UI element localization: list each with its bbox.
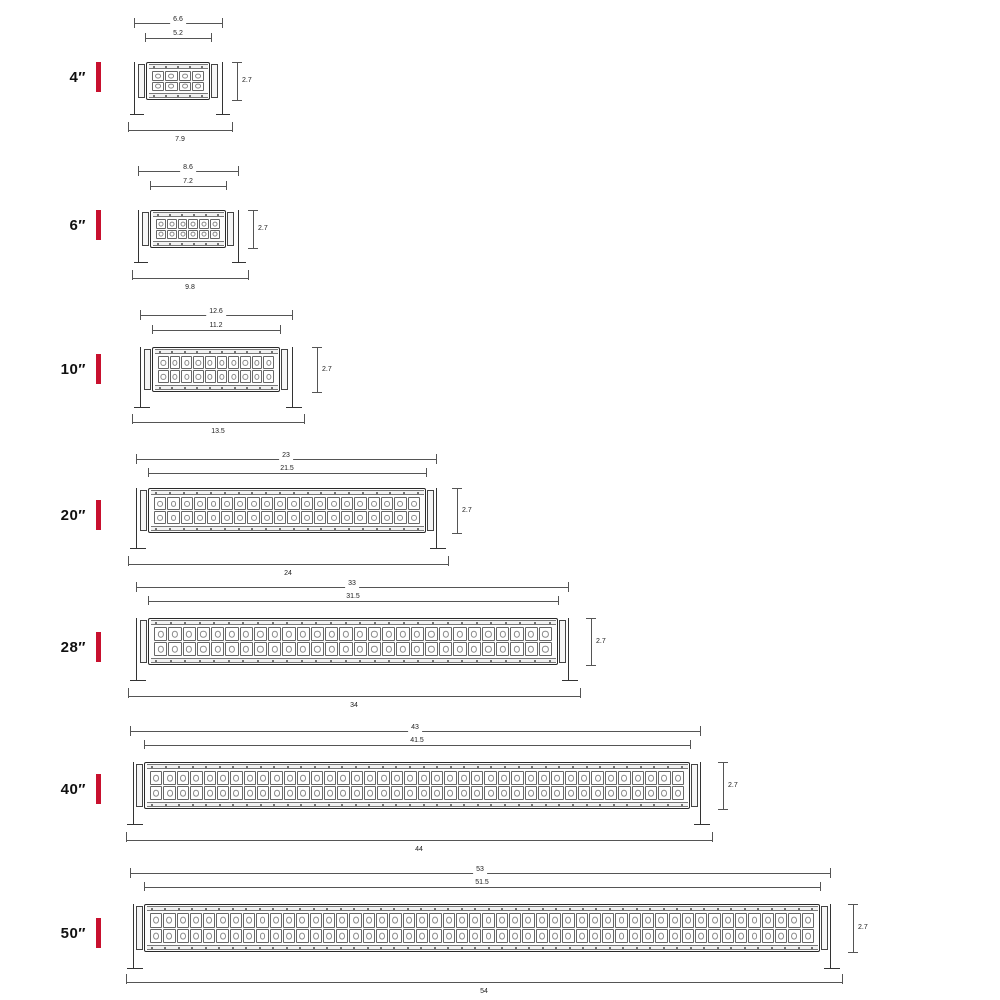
dim-overall-4in <box>134 18 222 28</box>
led-grid <box>156 219 220 239</box>
bracket-left-foot-28in <box>130 680 146 681</box>
lightbar-row-10in <box>0 292 1000 442</box>
bracket-right-foot-40in <box>694 824 710 825</box>
dim-housing-28in <box>148 593 558 605</box>
end-cap-left <box>138 64 145 98</box>
housing <box>146 62 210 100</box>
size-label-text: 28″ <box>60 638 86 656</box>
led-row <box>154 627 552 641</box>
led-grid <box>150 913 814 943</box>
dim-value: 2.7 <box>258 225 268 232</box>
dim-overall-50in <box>130 868 830 878</box>
end-cap-left <box>136 764 143 807</box>
led-grid <box>154 497 420 524</box>
size-label-6in <box>48 210 101 240</box>
dim-housing-20in <box>148 465 426 477</box>
lightbar-body-20in <box>148 488 426 533</box>
led-row <box>150 771 684 785</box>
lightbar-row-6in <box>0 148 1000 296</box>
housing-bottom-strip <box>151 526 424 531</box>
bracket-right-50in <box>830 904 831 968</box>
bracket-right-10in <box>292 347 293 407</box>
led <box>179 82 191 92</box>
led-row <box>152 82 204 92</box>
led <box>192 82 204 92</box>
dim-value: 21.5 <box>277 465 297 473</box>
dim-housing-10in <box>152 322 280 334</box>
lightbar-body-40in <box>144 762 690 809</box>
bracket-right-28in <box>568 618 569 680</box>
lightbar-row-40in <box>0 712 1000 858</box>
dim-value: 11.2 <box>206 322 225 330</box>
size-label-28in <box>48 632 101 662</box>
end-cap-left <box>144 349 151 390</box>
bracket-right-foot-28in <box>562 680 578 681</box>
housing <box>148 618 558 665</box>
bracket-right-6in <box>238 210 239 262</box>
housing-bottom-strip <box>151 658 556 663</box>
bracket-left-20in <box>136 488 137 548</box>
dim-value: 44 <box>412 846 426 854</box>
housing <box>152 347 280 392</box>
size-label-40in <box>48 774 101 804</box>
dim-value: 51.5 <box>472 879 492 887</box>
dim-overall-40in <box>130 726 700 736</box>
lightbar-row-4in <box>0 0 1000 148</box>
end-cap-right <box>691 764 698 807</box>
accent-bar-icon <box>96 354 101 384</box>
dim-value: 53 <box>473 866 487 874</box>
lightbar-body-4in <box>146 62 210 100</box>
bracket-right-foot-6in <box>232 262 246 263</box>
bracket-left-10in <box>140 347 141 407</box>
end-cap-right <box>281 349 288 390</box>
end-cap-left <box>136 906 143 950</box>
end-cap-left <box>140 620 147 663</box>
housing <box>150 210 226 248</box>
size-label-50in <box>48 918 101 948</box>
led-row <box>156 230 220 240</box>
dim-value: 2.7 <box>596 638 606 645</box>
lightbar-body-50in <box>144 904 820 952</box>
dim-value: 7.2 <box>180 178 196 186</box>
bracket-left-foot-10in <box>134 407 150 408</box>
end-cap-right <box>211 64 218 98</box>
dim-overall-20in <box>136 454 436 464</box>
bracket-right-foot-4in <box>216 114 230 115</box>
lightbar-body-10in <box>152 347 280 392</box>
housing <box>144 762 690 809</box>
lightbar-row-20in <box>0 440 1000 582</box>
led-row <box>154 642 552 656</box>
dim-housing-6in <box>150 178 226 190</box>
housing-top-strip <box>147 764 688 769</box>
dim-height-40in <box>718 762 738 809</box>
housing-bottom-strip <box>147 802 688 807</box>
led-grid <box>158 356 274 383</box>
bracket-left-foot-20in <box>130 548 146 549</box>
accent-bar-icon <box>96 774 101 804</box>
lightbar-row-50in <box>0 856 1000 1000</box>
dim-height-6in <box>248 210 268 248</box>
dim-value: 8.6 <box>180 164 196 172</box>
bracket-left-foot-4in <box>130 114 144 115</box>
dim-span-50in <box>126 972 842 995</box>
end-cap-right <box>821 906 828 950</box>
bracket-left-28in <box>136 618 137 680</box>
led-row <box>150 786 684 800</box>
size-label-4in <box>48 62 101 92</box>
dim-value: 31.5 <box>343 593 363 601</box>
bracket-right-foot-50in <box>824 968 840 969</box>
dim-height-20in <box>452 488 472 533</box>
size-label-text: 50″ <box>60 924 86 942</box>
bracket-right-foot-20in <box>430 548 446 549</box>
bracket-left-foot-50in <box>127 968 143 969</box>
housing <box>144 904 820 952</box>
dim-value: 2.7 <box>322 366 332 373</box>
bracket-left-40in <box>133 762 134 824</box>
dim-height-10in <box>312 347 332 392</box>
dim-value: 13.5 <box>208 428 228 436</box>
dim-value: 9.8 <box>182 284 198 292</box>
accent-bar-icon <box>96 500 101 530</box>
bracket-left-4in <box>134 62 135 114</box>
led-row <box>150 929 814 944</box>
led-row <box>158 370 274 383</box>
led <box>152 71 164 81</box>
housing-top-strip <box>151 490 424 495</box>
dim-overall-10in <box>140 310 292 320</box>
end-cap-left <box>142 212 149 246</box>
dim-height-50in <box>848 904 868 952</box>
dim-housing-50in <box>144 879 820 891</box>
led-row <box>158 356 274 369</box>
size-label-text: 40″ <box>60 780 86 798</box>
size-label-text: 6″ <box>69 216 86 234</box>
dim-value: 2.7 <box>858 924 868 931</box>
end-cap-right <box>427 490 434 531</box>
dim-value: 34 <box>347 702 361 710</box>
led-row <box>154 497 420 510</box>
dim-value: 2.7 <box>242 77 252 84</box>
dim-value: 6.6 <box>170 16 186 24</box>
dim-height-4in <box>232 62 252 100</box>
dim-value: 2.7 <box>462 507 472 514</box>
housing-top-strip <box>153 212 224 217</box>
dim-value: 24 <box>281 570 295 578</box>
dim-span-10in <box>132 412 304 435</box>
dim-overall-6in <box>138 166 238 176</box>
dim-span-6in <box>132 268 248 291</box>
accent-bar-icon <box>96 62 101 92</box>
led <box>192 71 204 81</box>
dim-value: 7.9 <box>172 136 188 144</box>
led <box>165 82 177 92</box>
bracket-right-foot-10in <box>286 407 302 408</box>
dim-span-40in <box>126 830 712 853</box>
led-row <box>154 511 420 524</box>
dim-span-20in <box>128 554 448 577</box>
size-label-text: 4″ <box>69 68 86 86</box>
led-grid <box>152 71 204 91</box>
end-cap-right <box>559 620 566 663</box>
dim-span-4in <box>128 120 232 143</box>
led-row <box>150 913 814 928</box>
dim-height-28in <box>586 618 606 665</box>
dim-value: 41.5 <box>407 737 427 745</box>
led-row <box>156 219 220 229</box>
end-cap-left <box>140 490 147 531</box>
led-grid <box>154 627 552 656</box>
accent-bar-icon <box>96 918 101 948</box>
dim-value: 12.6 <box>206 308 226 316</box>
size-label-10in <box>48 354 101 384</box>
bracket-left-foot-40in <box>127 824 143 825</box>
accent-bar-icon <box>96 210 101 240</box>
bracket-left-50in <box>133 904 134 968</box>
lightbar-body-28in <box>148 618 558 665</box>
led-row <box>152 71 204 81</box>
led <box>165 71 177 81</box>
size-label-20in <box>48 500 101 530</box>
bracket-right-4in <box>222 62 223 114</box>
housing-top-strip <box>151 620 556 625</box>
bracket-left-6in <box>138 210 139 262</box>
size-label-text: 10″ <box>60 360 86 378</box>
led-grid <box>150 771 684 800</box>
dim-overall-28in <box>136 582 568 592</box>
dim-value: 5.2 <box>170 30 186 38</box>
dim-value: 23 <box>279 452 293 460</box>
dim-value: 33 <box>345 580 359 588</box>
bracket-right-40in <box>700 762 701 824</box>
dim-value: 2.7 <box>728 782 738 789</box>
dim-value: 54 <box>477 988 491 996</box>
end-cap-right <box>227 212 234 246</box>
housing <box>148 488 426 533</box>
accent-bar-icon <box>96 632 101 662</box>
size-label-text: 20″ <box>60 506 86 524</box>
lightbar-row-28in <box>0 570 1000 712</box>
lightbar-body-6in <box>150 210 226 248</box>
led <box>152 82 164 92</box>
led <box>179 71 191 81</box>
bracket-left-foot-6in <box>134 262 148 263</box>
bracket-right-20in <box>436 488 437 548</box>
dim-value: 43 <box>408 724 422 732</box>
dim-housing-40in <box>144 737 690 749</box>
housing-bottom-strip <box>153 241 224 246</box>
dim-housing-4in <box>145 30 211 42</box>
dim-span-28in <box>128 686 580 709</box>
